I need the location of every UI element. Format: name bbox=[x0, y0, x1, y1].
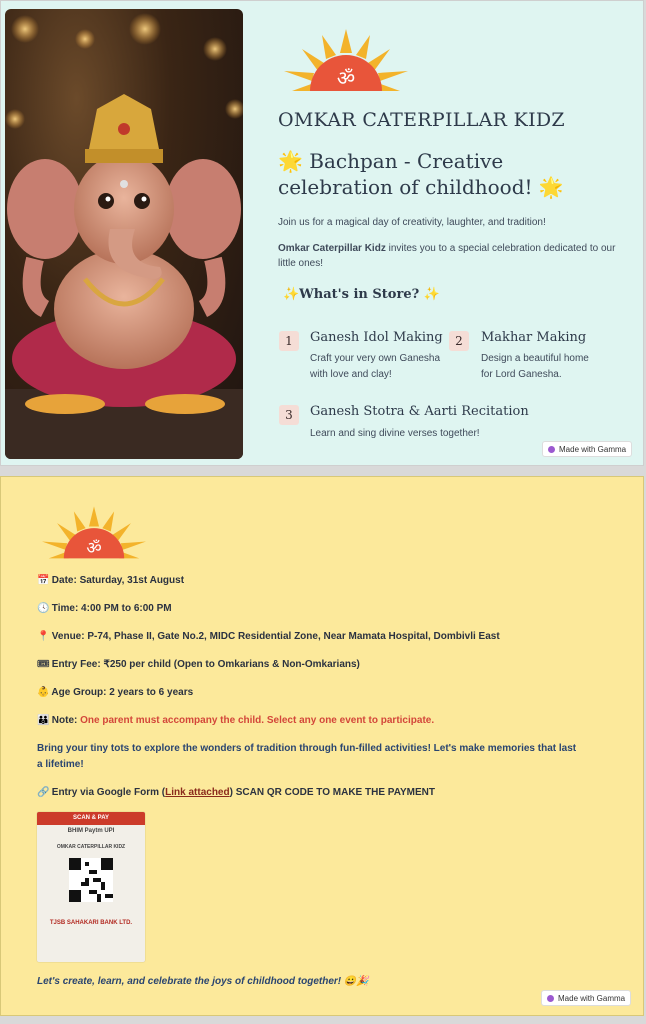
detail-age bbox=[37, 687, 193, 698]
event-subtitle: 🌟 Bachpan - Creative celebration of childhood! 🌟 bbox=[278, 149, 564, 199]
invite-rest: invites you to a special celebration dedicated to our little ones! bbox=[278, 243, 616, 269]
detail-note bbox=[37, 715, 434, 726]
note-label: Note: bbox=[51, 715, 81, 726]
detail-fee bbox=[37, 659, 360, 670]
qr-card-bank: TJSB SAHAKARI BANK LTD. bbox=[49, 920, 133, 926]
closing-message: Let's create, learn, and celebrate the joys of childhood together! 😀🎉 bbox=[37, 976, 369, 987]
event-desc-3: Learn and sing divine verses together! bbox=[310, 428, 480, 439]
section-title: ✨What's in Store? ✨ bbox=[283, 287, 440, 302]
detail-time bbox=[37, 603, 172, 614]
event-desc-1: Craft your very own Ganesha with love and clay! bbox=[310, 353, 441, 380]
event-title-2: Makhar Making bbox=[481, 330, 587, 345]
qr-card-head: SCAN & PAY bbox=[37, 812, 145, 825]
ganesha-image bbox=[5, 9, 243, 459]
qr-code-icon[interactable] bbox=[69, 858, 113, 902]
sun-om-logo-icon bbox=[42, 506, 146, 562]
gamma-icon bbox=[548, 446, 555, 453]
family-icon: 👪 bbox=[37, 715, 50, 726]
svg-text:ॐ: ॐ bbox=[336, 66, 356, 90]
intro-text: Join us for a magical day of creativity, laughter, and tradition! bbox=[278, 217, 546, 228]
entry-suffix: ) SCAN QR CODE TO MAKE THE PAYMENT bbox=[229, 787, 435, 798]
event-title-3: Ganesh Stotra & Aarti Recitation bbox=[310, 404, 529, 419]
invite-line-1: Bring your tiny tots to explore the wonders of tradition through fun-filled activities! Let's make memories that last bbox=[37, 743, 577, 754]
ticket-icon: 🎟 bbox=[37, 659, 50, 670]
venue-text: Venue: P-74, Phase II, Gate No.2, MIDC Residential Zone, Near Mamata Hospital, Dombivli East bbox=[51, 631, 500, 642]
google-form-link[interactable]: Link attached bbox=[165, 787, 230, 798]
invite-line-2: a lifetime! bbox=[37, 759, 84, 770]
invite-bold: Omkar Caterpillar Kidz bbox=[278, 243, 386, 254]
invitation-card-top bbox=[0, 0, 644, 466]
made-with-gamma-badge[interactable] bbox=[542, 441, 632, 457]
event-number-3: 3 bbox=[279, 405, 299, 425]
qr-card-merchant: OMKAR CATERPILLAR KIDZ bbox=[56, 844, 126, 850]
detail-entry bbox=[37, 787, 435, 798]
svg-text:ॐ: ॐ bbox=[86, 537, 102, 558]
date-text: Date: Saturday, 31st August bbox=[51, 575, 185, 586]
gamma-label: Made with Gamma bbox=[559, 445, 627, 454]
baby-icon: 👶 bbox=[37, 687, 50, 698]
event-number-1: 1 bbox=[279, 331, 299, 351]
detail-date bbox=[37, 575, 184, 586]
event-number-2: 2 bbox=[449, 331, 469, 351]
fee-text: Entry Fee: ₹250 per child (Open to Omkarians & Non-Omkarians) bbox=[51, 659, 360, 670]
event-title-1: Ganesh Idol Making bbox=[310, 330, 443, 345]
gamma-icon bbox=[547, 995, 554, 1002]
payment-qr-card bbox=[37, 812, 145, 962]
qr-card-apps: BHIM Paytm UPI bbox=[67, 828, 115, 834]
sun-om-logo-icon bbox=[284, 29, 408, 95]
entry-prefix: Entry via Google Form ( bbox=[51, 787, 166, 798]
event-desc-2: Design a beautiful home for Lord Ganesha. bbox=[481, 353, 589, 380]
invite-text bbox=[278, 241, 618, 271]
detail-venue bbox=[37, 631, 500, 642]
calendar-icon: 📅 bbox=[37, 575, 50, 586]
time-text: Time: 4:00 PM to 6:00 PM bbox=[51, 603, 172, 614]
pin-icon: 📍 bbox=[37, 631, 50, 642]
page-title: OMKAR CATERPILLAR KIDZ bbox=[278, 109, 565, 131]
link-icon: 🔗 bbox=[37, 787, 50, 798]
clock-icon: 🕓 bbox=[37, 603, 50, 614]
gamma-label: Made with Gamma bbox=[558, 994, 626, 1003]
age-text: Age Group: 2 years to 6 years bbox=[51, 687, 194, 698]
note-text: One parent must accompany the child. Select any one event to participate. bbox=[80, 715, 435, 726]
made-with-gamma-badge-bottom[interactable] bbox=[541, 990, 631, 1006]
